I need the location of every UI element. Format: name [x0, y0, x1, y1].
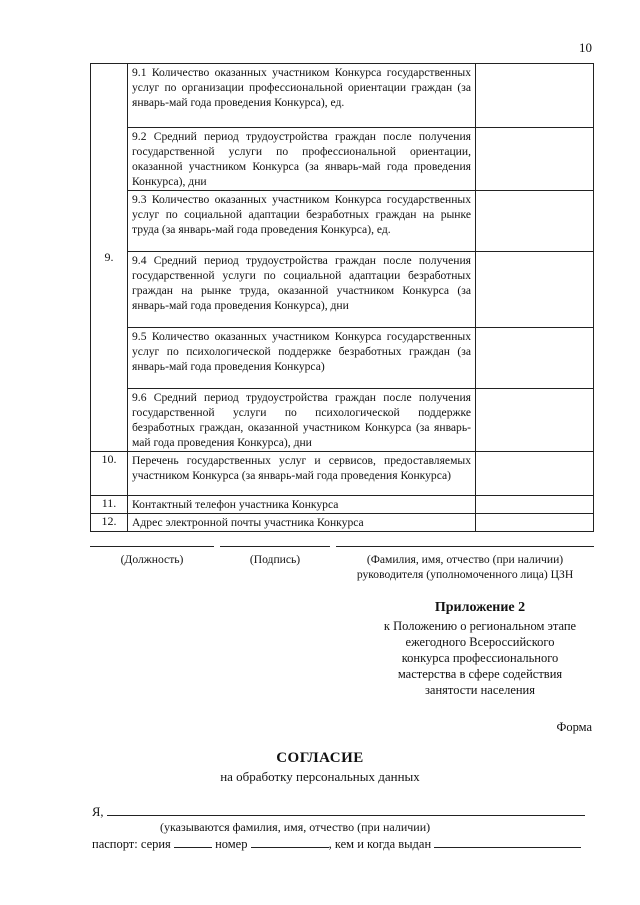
indicators-table — [90, 63, 594, 532]
row-text: 9.1 Количество оказанных участником Конкурса государственных услуг по организации профессиональной ориентации граждан (за январь-май года проведения Конкурса), ед. — [128, 64, 476, 128]
value-cell[interactable] — [476, 496, 594, 514]
row-number: 11. — [91, 496, 128, 514]
full-name-line[interactable] — [107, 804, 585, 816]
row-number: 12. — [91, 514, 128, 532]
appendix-line: к Положению о региональном этапе — [383, 619, 577, 633]
form-label: Форма — [556, 720, 592, 734]
row-text: 9.3 Количество оказанных участником Конкурса государственных услуг по социальной адаптации безработных граждан на рынке труда (за январь-май года проведения Конкурса), ед. — [128, 191, 476, 252]
appendix-title: Приложение 2 — [434, 600, 526, 615]
signature-field — [220, 546, 330, 567]
row-number: 10. — [91, 452, 128, 496]
row-text: 9.2 Средний период трудоустройства граждан после получения государственной услуги по профессиональной ориентации, оказанной участником Конкурса (за январь-май года проведения Конкурса), дни — [128, 128, 476, 191]
row-text: 9.5 Количество оказанных участником Конкурса государственных услуг по психологической поддержке безработных граждан (за январь-май года проведения Конкурса) — [128, 328, 476, 389]
value-cell[interactable] — [476, 128, 594, 191]
passport-number-line[interactable] — [251, 836, 329, 848]
row-text: Адрес электронной почты участника Конкурса — [128, 514, 476, 532]
position-signature-field — [90, 546, 214, 567]
row-text: Контактный телефон участника Конкурса — [128, 496, 476, 514]
i-label: Я, — [92, 805, 104, 819]
value-cell[interactable] — [476, 252, 594, 328]
consent-title: СОГЛАСИЕ — [276, 750, 364, 766]
name-caption-line1: (Фамилия, имя, отчество (при наличии) — [366, 553, 564, 566]
table-row — [91, 496, 594, 514]
appendix-line: конкурса профессионального — [401, 651, 559, 665]
row-text: Перечень государственных услуг и сервисов, предоставляемых участником Конкурса (за январь-май года проведения Конкурса) — [128, 452, 476, 496]
consent-subtitle: на обработку персональных данных — [220, 769, 420, 784]
table-row — [91, 64, 594, 128]
value-cell[interactable] — [476, 389, 594, 452]
value-cell[interactable] — [476, 328, 594, 389]
appendix-line: занятости населения — [424, 683, 535, 697]
value-cell[interactable] — [476, 514, 594, 532]
issued-label: , кем и когда выдан — [328, 837, 432, 851]
row-number: 9. — [91, 64, 128, 452]
passport-series-label: паспорт: серия — [92, 837, 171, 851]
table-row — [91, 191, 594, 252]
passport-series-line[interactable] — [174, 836, 212, 848]
name-caption-line2: руководителя (уполномоченного лица) ЦЗН — [356, 568, 574, 581]
passport-number-label: номер — [215, 837, 248, 851]
name-fill-row — [92, 804, 585, 820]
signature-caption: (Подпись) — [249, 553, 301, 566]
value-cell[interactable] — [476, 64, 594, 128]
value-cell[interactable] — [476, 191, 594, 252]
appendix-line: мастерства в сфере содействия — [397, 667, 563, 681]
page-number: 10 — [579, 40, 592, 55]
name-hint: (указываются фамилия, имя, отчество (при наличии) — [160, 820, 431, 834]
row-text: 9.4 Средний период трудоустройства граждан после получения государственной услуги по социальной адаптации безработных граждан на рынке труда, оказанной участником Конкурса (за январь-май года проведения Конкурса), дни — [128, 252, 476, 328]
row-text: 9.6 Средний период трудоустройства граждан после получения государственной услуги по психологической поддержке безработных граждан, оказанной участником Конкурса (за январь-май года проведения Конкурса), дни — [128, 389, 476, 452]
passport-fill-row — [92, 836, 581, 852]
appendix-header — [330, 600, 630, 698]
table-row — [91, 452, 594, 496]
table-row — [91, 252, 594, 328]
appendix-line: ежегодного Всероссийского — [405, 635, 555, 649]
table-row — [91, 514, 594, 532]
table-row — [91, 328, 594, 389]
position-caption: (Должность) — [120, 553, 184, 566]
table-row — [91, 389, 594, 452]
value-cell[interactable] — [476, 452, 594, 496]
name-signature-field — [336, 546, 594, 582]
table-row — [91, 128, 594, 191]
issued-line[interactable] — [434, 836, 581, 848]
consent-heading — [0, 750, 640, 785]
